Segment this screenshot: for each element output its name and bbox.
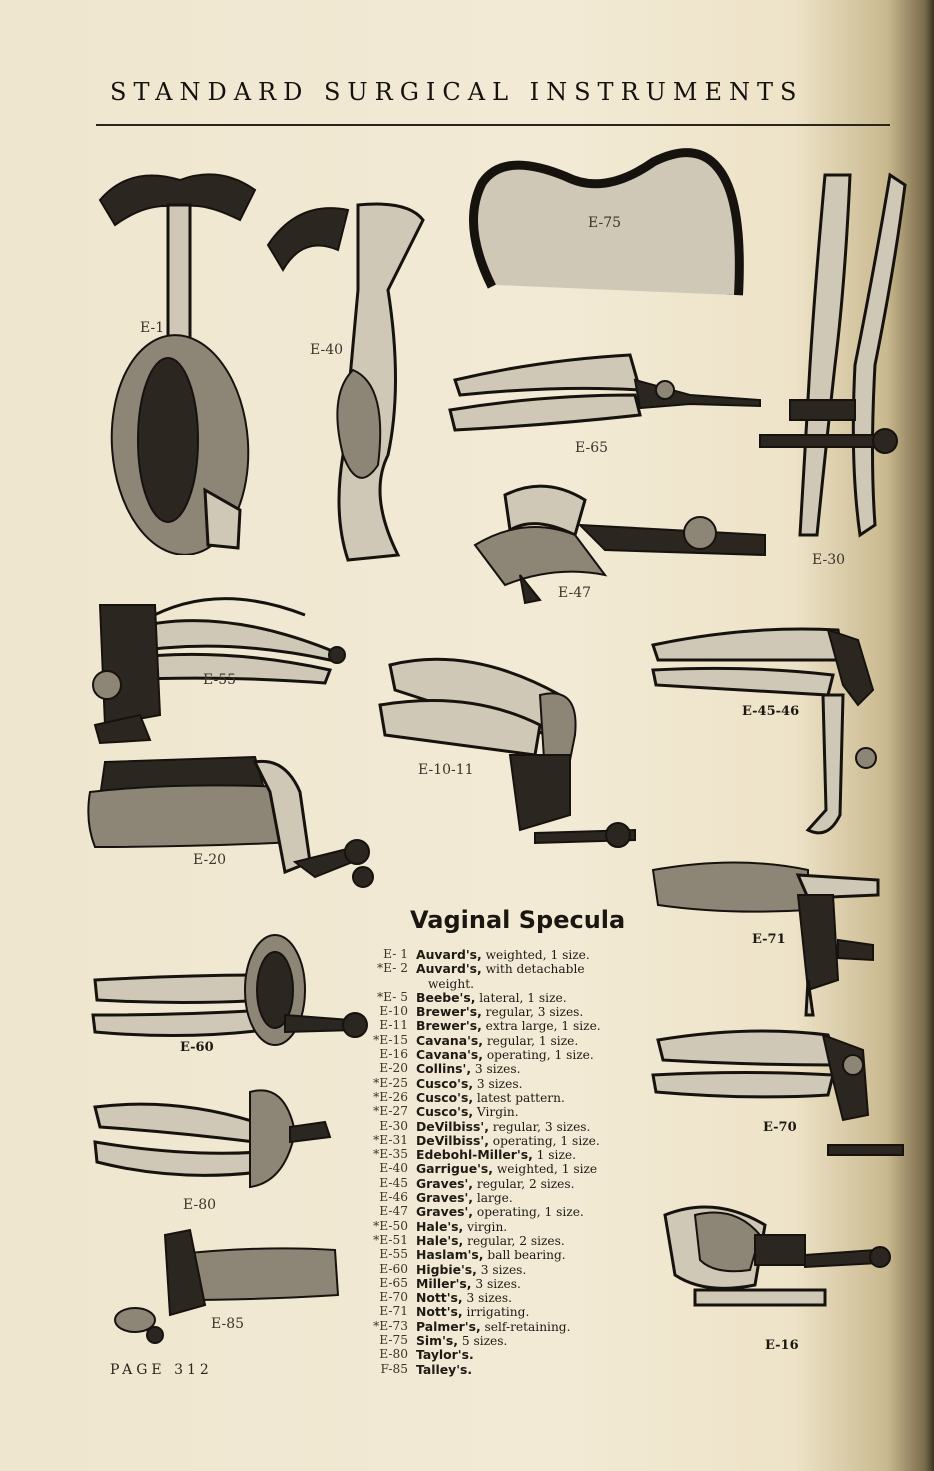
catalog-description [416,1120,656,1134]
catalog-entry [356,1105,656,1119]
catalog-code: F-85 [380,1361,408,1376]
catalog-entry [356,1019,656,1033]
illustration-e65 [440,340,770,445]
catalog-code: E-47 [379,1204,408,1219]
catalog-description [416,948,656,962]
catalog-maker-name: Edebohl-Miller's, [416,1147,533,1163]
catalog-code: *E-51 [373,1232,408,1247]
catalog-description [416,1348,656,1362]
catalog-code: E-10 [379,1004,408,1019]
catalog-entry [356,1248,656,1262]
catalog-maker-name: Auvard's, [416,961,482,977]
catalog-detail: regular, 3 sizes. [481,1005,584,1020]
catalog-maker-name: Higbie's, [416,1261,477,1277]
figure-label-e47: E-47 [558,585,592,601]
catalog-description [416,1291,656,1305]
catalog-description [416,1048,656,1062]
catalog-entry [356,1320,656,1334]
catalog-code [356,977,416,991]
catalog-detail: regular, 1 size. [482,1033,579,1048]
catalog-entry [356,1005,656,1019]
catalog-code: *E-35 [373,1147,408,1162]
catalog-maker-name: Cusco's, [416,1104,474,1120]
catalog-detail: extra large, 1 size. [481,1019,601,1034]
catalog-code: E-11 [379,1018,408,1033]
catalog-maker-name: Haslam's, [416,1247,484,1263]
catalog-code: E-80 [379,1347,408,1362]
catalog-detail: 3 sizes. [476,1262,527,1277]
illustration-e16 [655,1195,895,1335]
catalog-maker-name: Garrigue's, [416,1161,493,1177]
catalog-code: *E-27 [373,1104,408,1119]
catalog-code: E-55 [379,1247,408,1262]
illustration-e55 [85,575,360,750]
catalog-entry [356,1091,656,1105]
catalog-detail: regular, 2 sizes. [473,1176,575,1191]
catalog-code: E-46 [379,1190,408,1205]
catalog-maker-name: Cavana's, [416,1047,483,1063]
catalog-description [416,1248,656,1262]
catalog-description [416,1148,656,1162]
catalog-entry [356,1205,656,1219]
illustration-e80 [85,1082,360,1197]
catalog-code: *E- 5 [377,989,408,1004]
catalog-maker-name: DeVilbiss', [416,1118,489,1134]
catalog-maker-name: Miller's, [416,1275,472,1291]
catalog-detail: 3 sizes. [471,1276,521,1291]
catalog-maker-name: Hale's, [416,1218,464,1234]
catalog-detail: operating, 1 size. [482,1048,594,1063]
figure-label-e45-46: E-45-46 [742,704,800,719]
catalog-description [416,1162,656,1176]
catalog-entry [356,1348,656,1362]
illustration-e45-46 [648,615,913,845]
figure-label-e65: E-65 [575,440,609,456]
catalog-entry [356,1191,656,1205]
catalog-detail: with detachable [481,962,585,977]
catalog-code: E-30 [379,1118,408,1133]
catalog-description [416,1077,656,1091]
catalog-detail: large. [473,1191,513,1206]
catalog-description [416,1363,656,1377]
catalog-code: E-40 [379,1161,408,1176]
figure-label-e75: E-75 [588,215,622,231]
catalog-code: *E-15 [373,1032,408,1047]
catalog-description [416,1305,656,1319]
catalog-description [416,1263,656,1277]
header-rule [96,124,890,126]
catalog-entry [356,1034,656,1048]
catalog-maker-name: Sim's, [416,1333,458,1349]
catalog-detail: self-retaining. [480,1319,571,1334]
catalog-entry [356,962,656,976]
catalog-maker-name: Palmer's, [416,1318,481,1334]
catalog-code: E-75 [379,1333,408,1348]
figure-label-e60: E-60 [180,1040,214,1055]
illustration-e1 [90,160,270,555]
catalog-maker-name: Beebe's, [416,989,476,1005]
catalog-detail: irrigating. [462,1305,530,1320]
catalog-description [416,1220,656,1234]
figure-label-e70: E-70 [763,1120,797,1135]
catalog-description [416,1134,656,1148]
catalog-entry [356,1305,656,1319]
catalog-detail: 3 sizes. [471,1062,521,1077]
catalog-entry [356,1077,656,1091]
catalog-maker-name: Talley's. [416,1361,473,1377]
figure-label-e10-11: E-10-11 [418,762,474,778]
catalog-maker-name: Taylor's. [416,1347,474,1363]
catalog-detail: weighted, 1 size. [481,948,590,962]
catalog-entry [356,977,656,991]
catalog-detail: latest pattern. [473,1090,565,1105]
catalog-description [416,1177,656,1191]
catalog-entry [356,1363,656,1377]
catalog-maker-name: Cusco's, [416,1075,474,1091]
catalog-description [416,1277,656,1291]
catalog-code: E-16 [379,1047,408,1062]
catalog-entry [356,1334,656,1348]
catalog-description [416,1019,656,1033]
catalog-entry [356,1234,656,1248]
catalog-code: *E-50 [373,1218,408,1233]
catalog-detail: 5 sizes. [457,1334,508,1349]
catalog-detail: operating, 1 size. [473,1205,584,1220]
catalog-code: *E-26 [373,1089,408,1104]
catalog-description [416,991,656,1005]
catalog-detail: weighted, 1 size [492,1162,598,1177]
catalog-code: E-71 [379,1304,408,1319]
catalog-code: E- 1 [383,947,408,961]
page-number: PAGE 312 [110,1362,213,1378]
figure-label-e71: E-71 [752,932,786,947]
catalog-code: E-70 [379,1290,408,1305]
illustration-e40 [258,195,448,575]
catalog-code: E-60 [379,1261,408,1276]
catalog-maker-name: DeVilbiss', [416,1132,489,1148]
catalog-entry [356,1062,656,1076]
catalog-description [416,1062,656,1076]
catalog-entry [356,948,656,962]
catalog-entry [356,1277,656,1291]
illustration-e47 [465,475,785,605]
catalog-detail: regular, 2 sizes. [463,1233,565,1248]
figure-label-e85: E-85 [211,1316,245,1332]
catalog-detail: virgin. [463,1219,508,1234]
catalog-maker-name: Nott's, [416,1290,463,1306]
catalog-maker-name: Cavana's, [416,1032,483,1048]
catalog-code: E-20 [379,1061,408,1076]
catalog-code: *E-73 [373,1318,408,1333]
illustration-e70 [648,1020,913,1185]
catalog-entry [356,1220,656,1234]
catalog-detail: operating, 1 size. [488,1133,600,1148]
catalog-description [416,1034,656,1048]
page-header: STANDARD SURGICAL INSTRUMENTS [110,78,804,106]
figure-label-e55: E-55 [203,672,237,688]
illustration-e60 [85,920,370,1065]
catalog-maker-name: Graves', [416,1190,473,1206]
catalog-entry [356,1120,656,1134]
catalog-code: E-65 [379,1275,408,1290]
catalog-entry [356,1291,656,1305]
catalog-maker-name: Collins', [416,1061,472,1077]
catalog-entry [356,1148,656,1162]
catalog-code: *E-25 [373,1075,408,1090]
figure-label-e40: E-40 [310,342,344,358]
catalog-description [416,1334,656,1348]
catalog-description [416,977,656,991]
catalog-list [356,948,656,1377]
catalog-maker-name: Cusco's, [416,1089,474,1105]
catalog-detail: 3 sizes. [473,1076,523,1091]
catalog-maker-name: Graves', [416,1175,473,1191]
catalog-detail: weight. [428,976,474,991]
catalog-detail: Virgin. [473,1105,519,1120]
catalog-description [416,1205,656,1219]
catalog-entry [356,1162,656,1176]
catalog-description [416,1191,656,1205]
catalog-code: E-45 [379,1175,408,1190]
catalog-description [416,1320,656,1334]
catalog-detail: ball bearing. [483,1248,566,1263]
catalog-code: *E- 2 [377,961,408,976]
catalog-maker-name: Auvard's, [416,947,482,962]
catalog-detail: regular, 3 sizes. [488,1119,591,1134]
figure-label-e16: E-16 [765,1338,799,1353]
catalog-entry [356,1134,656,1148]
catalog-description [416,1005,656,1019]
illustration-e20 [85,752,375,897]
section-title: Vaginal Specula [410,906,626,934]
catalog-description [416,1091,656,1105]
figure-label-e20: E-20 [193,852,227,868]
catalog-maker-name: Hale's, [416,1232,464,1248]
catalog-description [416,1234,656,1248]
catalog-detail: lateral, 1 size. [475,990,567,1005]
figure-label-e80: E-80 [183,1197,217,1213]
catalog-entry [356,991,656,1005]
catalog-maker-name: Brewer's, [416,1018,482,1034]
catalog-description [416,962,656,976]
figure-label-e30: E-30 [812,552,846,568]
catalog-description [416,1105,656,1119]
catalog-entry [356,1263,656,1277]
catalog-detail: 1 size. [532,1148,576,1163]
catalog-maker-name: Brewer's, [416,1004,482,1020]
figure-label-e1: E-1 [140,320,165,336]
catalog-code: *E-31 [373,1132,408,1147]
catalog-maker-name: Nott's, [416,1304,463,1320]
catalog-entry [356,1048,656,1062]
catalog-maker-name: Graves', [416,1204,473,1220]
catalog-entry [356,1177,656,1191]
catalog-detail: 3 sizes. [462,1291,513,1306]
illustration-e10-11 [370,645,640,865]
